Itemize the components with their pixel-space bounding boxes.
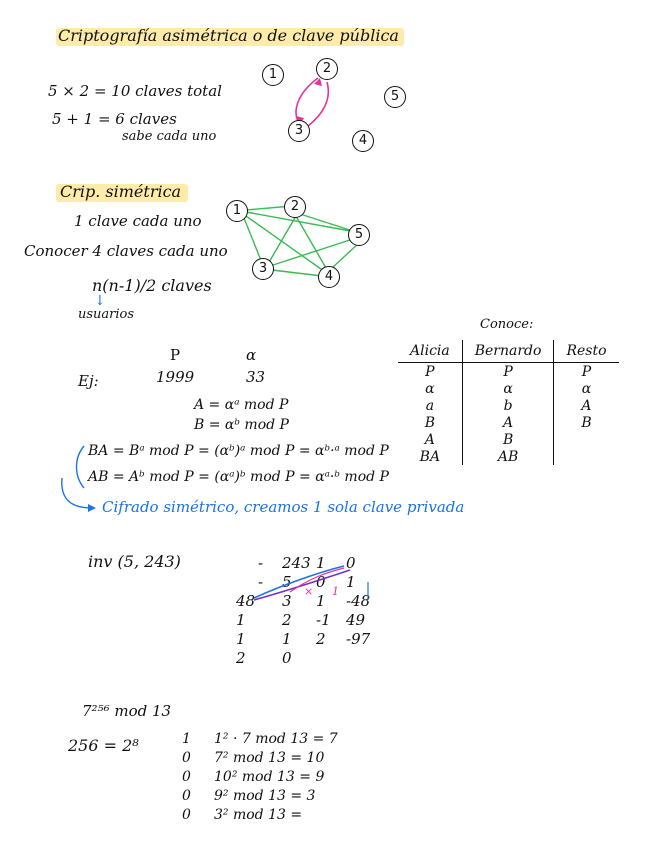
section1-line1: 5 × 2 = 10 claves total — [48, 82, 222, 100]
table-cell: A — [398, 431, 462, 448]
inverse-cell: 5 — [282, 573, 292, 591]
inverse-cell: -48 — [346, 592, 371, 610]
inverse-cell: 2 — [282, 611, 292, 629]
inverse-cell: 2 — [236, 649, 246, 667]
asym-node-3: 3 — [288, 120, 310, 142]
modexp-bit: 1 — [182, 731, 191, 747]
table-caption: Conoce: — [480, 317, 534, 332]
modexp-bit: 0 — [182, 750, 191, 766]
section1-line3: sabe cada uno — [122, 129, 217, 144]
example-label: Ej: — [78, 372, 99, 390]
example-alpha-header: α — [246, 346, 257, 364]
inverse-cell: 48 — [236, 592, 256, 610]
inverse-cell: -97 — [346, 630, 371, 648]
sym-node-1: 1 — [226, 200, 248, 222]
example-p-value: 1999 — [156, 368, 195, 386]
table-cell: P — [581, 363, 592, 380]
section2-line2: Conocer 4 claves cada uno — [24, 242, 228, 260]
inverse-cell: 2 — [316, 630, 326, 648]
inverse-cell: 0 — [316, 573, 326, 591]
inverse-cell: 3 — [282, 592, 292, 610]
asym-node-1: 1 — [262, 64, 284, 86]
section2-arrow: ↓ — [94, 293, 106, 309]
modexp-step: 10² mod 13 = 9 — [214, 769, 325, 785]
inverse-cell: 49 — [346, 611, 366, 629]
table-cell: AB — [462, 448, 554, 465]
section1-line2: 5 + 1 = 6 claves — [52, 110, 177, 128]
sym-node-2: 2 — [284, 196, 306, 218]
inverse-cell: 0 — [282, 649, 292, 667]
table-cell: A — [462, 414, 554, 431]
inverse-cell: 1 — [282, 630, 292, 648]
table-cell: A — [581, 397, 592, 414]
sym-node-3: 3 — [252, 258, 274, 280]
inverse-cell: 0 — [346, 554, 356, 572]
table-cell: b — [462, 397, 554, 414]
table-cell: α — [462, 380, 554, 397]
table-cell: BA — [398, 448, 462, 465]
inverse-mark-one: 1 — [332, 585, 339, 598]
example-eq-ab: AB = Aᵇ mod P = (αᵃ)ᵇ mod P = αᵃ·ᵇ mod P — [88, 469, 389, 485]
table-cell: a — [398, 397, 462, 414]
section2-line1: 1 clave cada uno — [74, 212, 202, 230]
header-alicia: Alicia — [398, 340, 462, 363]
header-resto: Resto — [554, 340, 619, 363]
asym-node-2: 2 — [316, 58, 338, 80]
example-eq-a: A = αᵃ mod P — [194, 397, 289, 413]
inverse-cell: -1 — [316, 611, 331, 629]
section2-formula: n(n-1)/2 claves — [92, 276, 212, 295]
example-conclusion: Cifrado simétrico, creamos 1 sola clave privada — [102, 498, 465, 516]
modexp-step: 9² mod 13 = 3 — [214, 788, 316, 804]
inverse-cell: 1 — [316, 592, 326, 610]
modexp-label: 7²⁵⁶ mod 13 — [82, 702, 172, 720]
example-alpha-value: 33 — [246, 368, 266, 386]
inverse-cell: 1 — [236, 611, 246, 629]
section2-note: usuarios — [78, 307, 135, 322]
modexp-exp: 256 = 2⁸ — [68, 736, 139, 755]
header-bernardo: Bernardo — [462, 340, 554, 363]
sym-node-5: 5 — [348, 224, 370, 246]
modexp-bit: 0 — [182, 807, 191, 823]
inverse-cell: 1 — [346, 573, 356, 591]
example-eq-ba: BA = Bᵃ mod P = (αᵇ)ᵃ mod P = αᵇ·ᵃ mod P — [88, 443, 389, 459]
table-cell: α — [581, 380, 592, 397]
inverse-cell: 1 — [316, 554, 326, 572]
section1-title: Criptografía asimétrica o de clave pública — [58, 26, 399, 45]
modexp-step: 1² · 7 mod 13 = 7 — [214, 731, 338, 747]
inverse-mark-x: × — [304, 585, 314, 598]
inverse-cell: 243 — [282, 554, 311, 572]
table-cell: B — [581, 414, 592, 431]
example-p-header: P — [170, 346, 181, 364]
table-cell: α — [398, 380, 462, 397]
sym-node-4: 4 — [318, 266, 340, 288]
modexp-step: 3² mod 13 = — [214, 807, 303, 823]
table-cell: P — [462, 363, 554, 381]
inverse-cell: - — [258, 573, 264, 591]
table-cell: P — [398, 363, 462, 381]
section2-title: Crip. simétrica — [60, 182, 182, 201]
example-eq-b: B = αᵇ mod P — [194, 417, 289, 433]
asym-node-4: 4 — [352, 130, 374, 152]
modexp-step: 7² mod 13 = 10 — [214, 750, 325, 766]
table-cell: B — [462, 431, 554, 448]
modexp-bit: 0 — [182, 769, 191, 785]
table-cell: B — [398, 414, 462, 431]
inverse-cell: 1 — [236, 630, 246, 648]
asym-node-5: 5 — [384, 86, 406, 108]
modexp-bit: 0 — [182, 788, 191, 804]
inverse-label: inv (5, 243) — [88, 552, 181, 571]
inverse-cell: - — [258, 554, 264, 572]
